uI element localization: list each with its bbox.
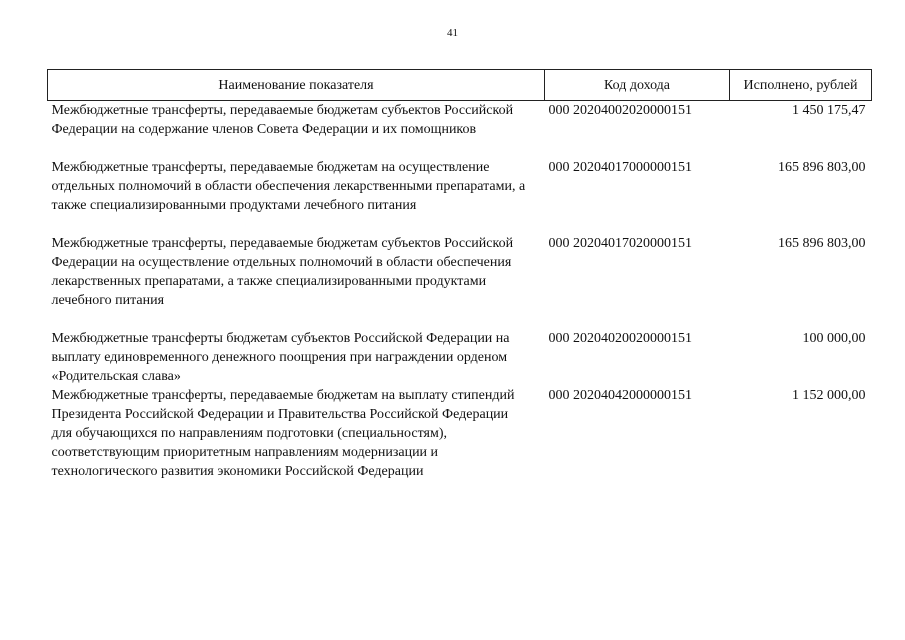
executed-amount-cell: 1 450 175,47 <box>792 103 866 118</box>
table-row <box>48 386 872 500</box>
indicator-name-cell: Межбюджетные трансферты, передаваемые бюджетам на выплату стипендий Президента Российской Федерации и Правительства Российской Федерации для обучающихся по направлениям подготовки (специальностям), соответствующим приоритетным направлениям модернизации и технологического развития экономики Российской Федерации <box>51 388 515 479</box>
table-row <box>48 329 872 386</box>
revenue-code-cell: 000 20204017020000151 <box>548 236 692 251</box>
header-executed-amount: Исполнено, рублей <box>730 70 872 101</box>
indicator-name-cell: Межбюджетные трансферты, передаваемые бюджетам субъектов Российской Федерации на осуществление отдельных полномочий в области обеспечения лекарственных препаратами, а также специализированными продуктами лечебного питания <box>51 236 514 308</box>
header-indicator-name: Наименование показателя <box>48 70 545 101</box>
page-number: 41 <box>447 27 458 39</box>
revenue-code-cell: 000 20204020020000151 <box>548 331 692 346</box>
executed-amount-cell: 1 152 000,00 <box>792 388 866 403</box>
indicator-name-cell: Межбюджетные трансферты, передаваемые бюджетам на осуществление отдельных полномочий в области обеспечения лекарственными препаратами, а также специализированными продуктами лечебного питания <box>51 160 526 213</box>
table-header-row <box>48 70 872 101</box>
indicator-name-cell: Межбюджетные трансферты, передаваемые бюджетам субъектов Российской Федерации на содержание членов Совета Федерации и их помощников <box>51 103 514 137</box>
table-row <box>48 101 872 159</box>
executed-amount-cell: 165 896 803,00 <box>778 160 866 175</box>
table-row <box>48 234 872 329</box>
revenue-code-cell: 000 20204042000000151 <box>548 388 692 403</box>
indicator-name-cell: Межбюджетные трансферты бюджетам субъектов Российской Федерации на выплату единовременного денежного поощрения при награждении орденом «Родительская слава» <box>51 331 510 384</box>
table-row <box>48 158 872 234</box>
header-revenue-code: Код дохода <box>545 70 730 101</box>
revenue-table <box>47 69 872 500</box>
revenue-code-cell: 000 20204002020000151 <box>548 103 692 118</box>
executed-amount-cell: 165 896 803,00 <box>778 236 866 251</box>
revenue-code-cell: 000 20204017000000151 <box>548 160 692 175</box>
executed-amount-cell: 100 000,00 <box>802 331 866 346</box>
